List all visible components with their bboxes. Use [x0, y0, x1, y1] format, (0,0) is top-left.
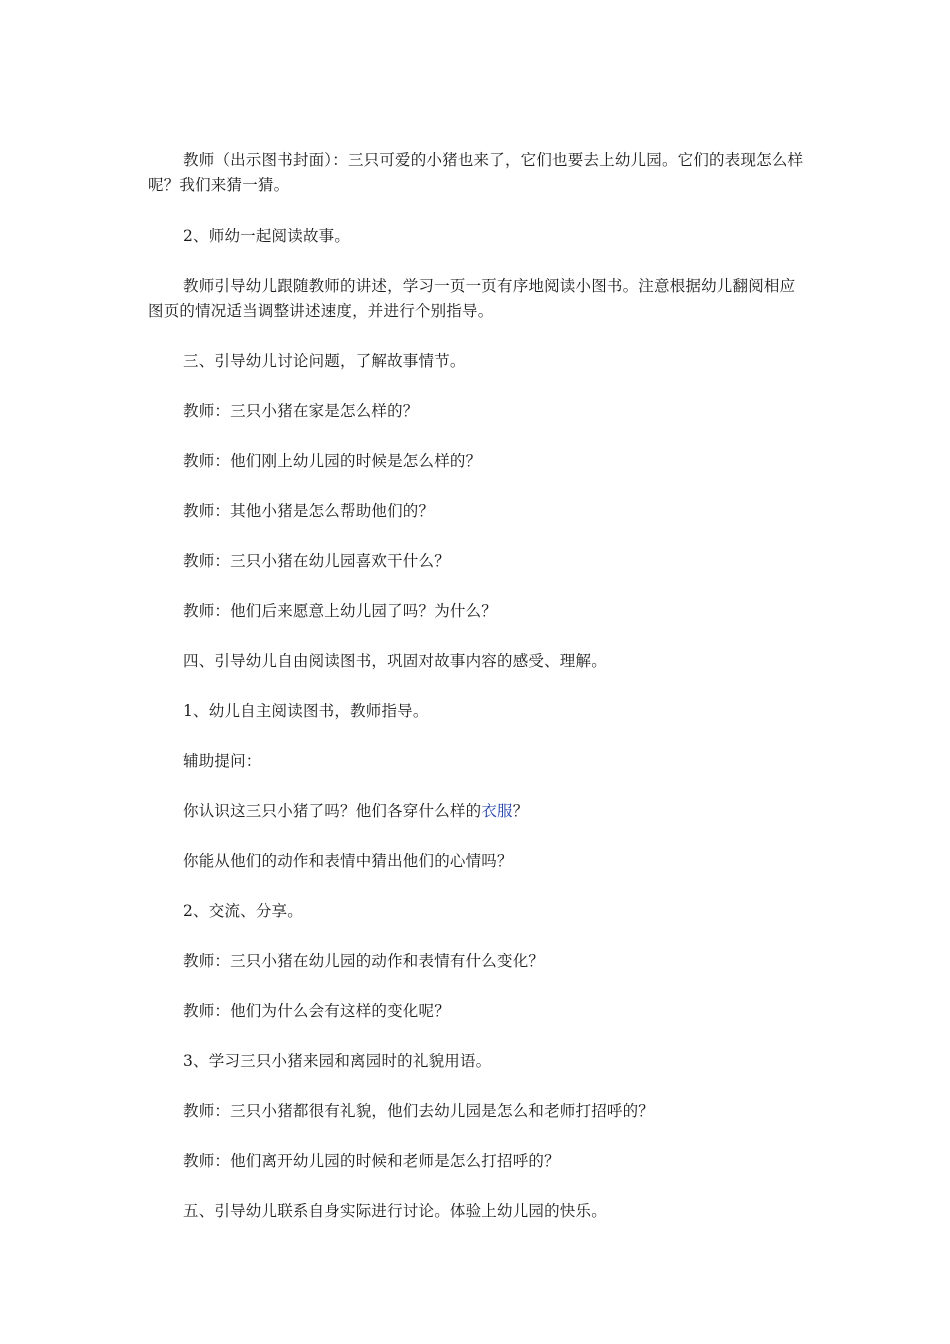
paragraph-guide-reading: 教师引导幼儿跟随教师的讲述，学习一页一页有序地阅读小图书。注意根据幼儿翻阅相应图页的情况适当调整讲述速度，并进行个别指导。 [148, 277, 796, 320]
question-item: 教师：三只小猪都很有礼貌，他们去幼儿园是怎么和老师打招呼的？ [183, 1102, 655, 1120]
heading-section-5: 五、引导幼儿联系自身实际进行讨论。体验上幼儿园的快乐。 [183, 1202, 607, 1220]
question-item: 教师：三只小猪在幼儿园喜欢干什么？ [183, 552, 450, 570]
question-item: 教师：其他小猪是怎么帮助他们的？ [183, 502, 435, 520]
question-item: 教师：三只小猪在幼儿园的动作和表情有什么变化？ [183, 952, 545, 970]
heading-section-4: 四、引导幼儿自由阅读图书，巩固对故事内容的感受、理解。 [183, 652, 607, 670]
heading-section-3: 三、引导幼儿讨论问题，了解故事情节。 [183, 352, 466, 370]
paragraph-step-2: 2、师幼一起阅读故事。 [183, 227, 351, 245]
paragraph-aux-questions: 辅助提问： [183, 752, 262, 770]
question-item-with-link [148, 799, 804, 824]
clothes-link[interactable]: 衣服 [481, 802, 513, 820]
question-item: 你能从他们的动作和表情中猜出他们的心情吗？ [183, 852, 513, 870]
question-text: 你认识这三只小猪了吗？他们各穿什么样的 [183, 802, 482, 820]
paragraph-step-3: 3、学习三只小猪来园和离园时的礼貌用语。 [183, 1052, 492, 1070]
question-item: 教师：他们刚上幼儿园的时候是怎么样的？ [183, 452, 482, 470]
paragraph-step-1: 1、幼儿自主阅读图书，教师指导。 [183, 702, 429, 720]
question-item: 教师：他们离开幼儿园的时候和老师是怎么打招呼的？ [183, 1152, 560, 1170]
question-item: 教师：他们为什么会有这样的变化呢？ [183, 1002, 450, 1020]
question-mark: ？ [512, 802, 529, 820]
question-item: 教师：他们后来愿意上幼儿园了吗？为什么？ [183, 602, 498, 620]
paragraph-intro: 教师（出示图书封面）：三只可爱的小猪也来了，它们也要去上幼儿园。它们的表现怎么样呢？我们来猜一猜。 [148, 151, 804, 194]
question-item: 教师：三只小猪在家是怎么样的？ [183, 402, 419, 420]
paragraph-step-2-share: 2、交流、分享。 [183, 902, 303, 920]
